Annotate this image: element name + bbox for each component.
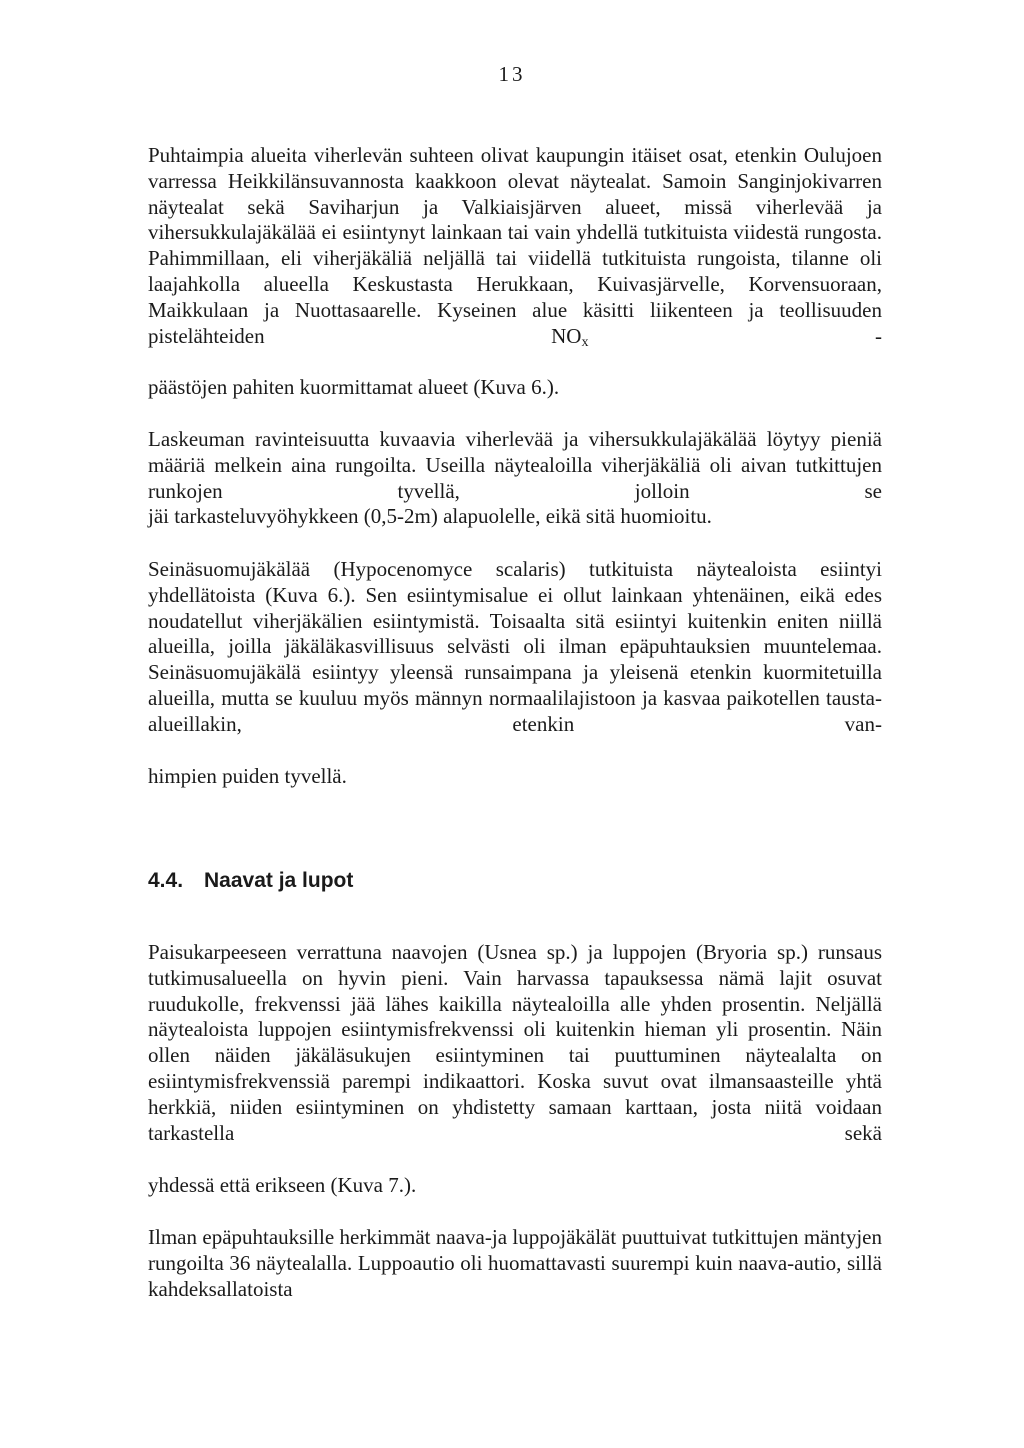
paragraph-4-last-line: yhdessä että erikseen (Kuva 7.).	[148, 1173, 417, 1197]
paragraph-1	[148, 143, 882, 349]
paragraph-2-last-line: jäi tarkasteluvyöhykkeen (0,5-2m) alapuolelle, eikä sitä huomioitu.	[148, 504, 712, 528]
section-title: Naavat ja lupot	[204, 869, 354, 892]
paragraph-4: Paisukarpeeseen verrattuna naavojen (Usnea sp.) ja luppojen (Bryoria sp.) runsaus tutkimusalueella on hyvin pieni. Vain harvassa tapauksessa nämä lajit osuvat ruudukolle, frekvenssi jää lähes kaikilla näytealoilla alle yhden prosentin. Neljällä näytealoista luppojen esiintymisfrekvenssi oli kuitenkin hieman yli prosentin. Näin ollen näiden jäkäläsukujen esiintyminen tai puuttuminen näytealalta on esiintymisfrekvenssiä parempi indikaattori. Koska suvut ovat ilmansaasteille yhtä herkkiä, niiden esiintyminen on yhdistetty samaan karttaan, josta niitä voidaan tarkastella sekä	[148, 940, 882, 1145]
paragraph-1-text: Puhtaimpia alueita viherlevän suhteen olivat kaupungin itäiset osat, etenkin Oulujoen varressa Heikkilänsuvannosta kaakkoon olevat näytealat. Samoin Sanginjokivarren näytealat sekä Saviharjun ja Valkiaisjärven alueet, missä viherlevää ja vihersukkulajäkälää ei esiintynyt lainkaan tai vain yhdellä tutkituista viidestä rungosta. Pahimmillaan, eli viherjäkäliä neljällä tai viidellä tutkituista rungoista, tilanne oli laajahkolla alueella Keskustasta Herukkaan, Kuivasjärvelle, Korvensuoraan, Maikkulaan ja Nuottasaarelle. Kyseinen alue käsitti liikenteen ja teollisuuden pistelähteiden NO	[148, 143, 882, 348]
paragraph-3: Seinäsuomujäkälää (Hypocenomyce scalaris) tutkituista näytealoista esiintyi yhdellätoista (Kuva 6.). Sen esiintymisalue ei ollut lainkaan yhtenäinen, eikä edes noudatellut viherjäkälien esiintymistä. Toisaalta sitä esiintyi kuitenkin eniten niillä alueilla, joilla jäkäläkasvillisuus selvästi oli ilman epäpuhtauksien muuntelemaa. Seinäsuomujäkälä esiintyy yleensä runsaimpana ja yleisenä etenkin kuormitetuilla alueilla, mutta se kuuluu myös männyn normaalilajistoon ja kasvaa paikotellen tausta-alueillakin, etenkin van-	[148, 557, 882, 736]
page-number: 13	[498, 62, 526, 86]
section-heading	[148, 868, 353, 894]
paragraph-1-last-line: päästöjen pahiten kuormittamat alueet (Kuva 6.).	[148, 375, 560, 399]
paragraph-1-subscript: x	[581, 334, 589, 350]
paragraph-2: Laskeuman ravinteisuutta kuvaavia viherlevää ja vihersukkulajäkälää löytyy pieniä määriä melkein aina rungoilta. Useilla näytealoilla viherjäkäliä oli aivan tutkittujen runkojen tyvellä, jolloin se	[148, 427, 882, 503]
paragraph-5: Ilman epäpuhtauksille herkimmät naava-ja luppojäkälät puuttuivat tutkittujen mäntyjen rungoilta 36 näytealalla. Luppoautio oli huomattavasti suurempi kuin naava-autio, sillä kahdeksallatoista	[148, 1225, 882, 1301]
paragraph-1-dash: -	[588, 323, 882, 348]
paragraph-3-last-line: himpien puiden tyvellä.	[148, 764, 347, 788]
section-number: 4.4.	[148, 869, 184, 892]
